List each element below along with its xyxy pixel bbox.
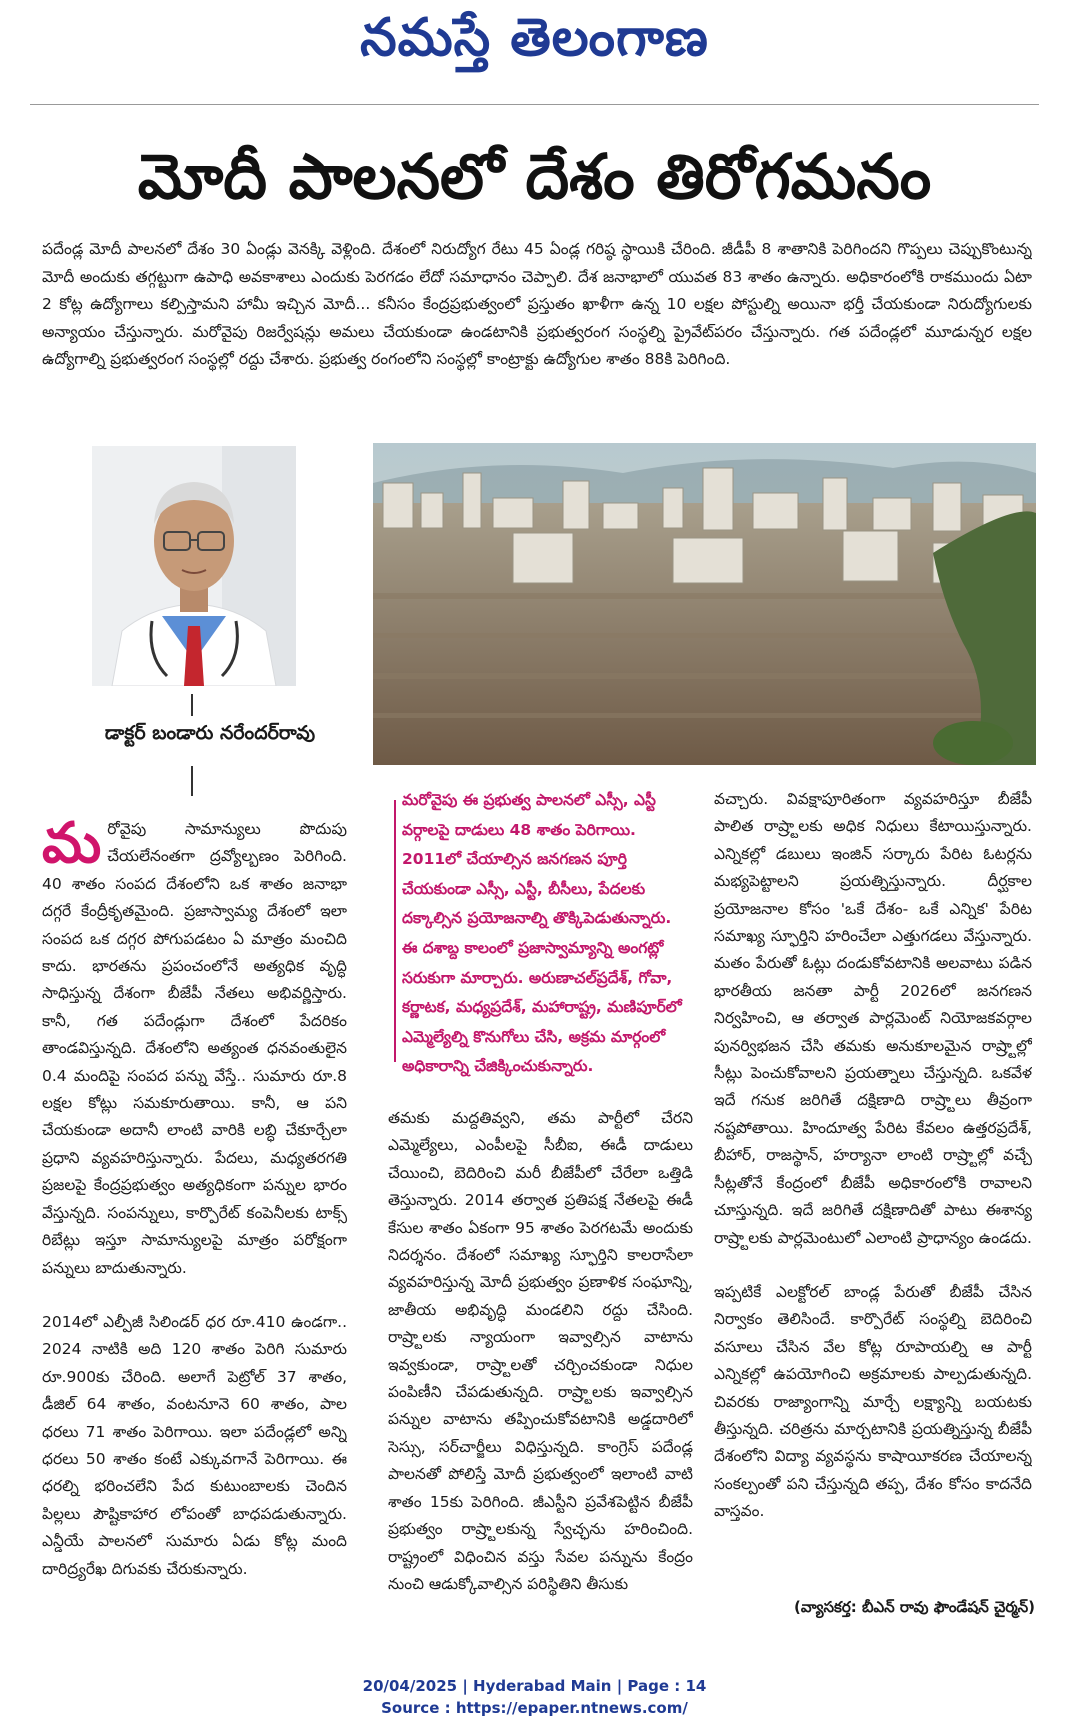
pullquote-rule (394, 800, 396, 1062)
column1-paragraph-1-text: రోవైపు సామాన్యులు పొదుపు చేయలేనంతగా ద్రవ్యోల్బణం పెరిగింది. 40 శాతం సంపద దేశంలోని ఒక శాతం జనాభా దగ్గరే కేంద్రీకృతమైంది. ప్రజాస్వామ్య దేశంలో ఇలా సంపద ఒక దగ్గర పోగుపడటం ఏ మాత్రం మంచిది కాదు. భారతను ప్రపంచంలోనే అత్యధిక వృద్ధి సాధిస్తున్న దేశంగా బీజేపీ నేతలు అభివర్ణిస్తారు. కానీ, గత పదేండ్లుగా దేశంలో పేదరికం తాండవిస్తున్నది. దేశంలోని అత్యంత ధనవంతులైన 0.4 మందిపై సంపద పన్ను వేస్తే.. సుమారు రూ.8 లక్షల కోట్లు సమకూరుతాయి. కానీ, ఆ పని చేయకుండా అదానీ లాంటి వారికి లబ్ధి చేకూర్చేలా ప్రధాని వ్యవహరిస్తున్నారు. పేదలు, మధ్యతరగతి ప్రజలపై కేంద్రప్రభుత్వం అత్యధికంగా పన్నుల భారం వేస్తున్నది. సంపన్నులు, కార్పొరేట్ కంపెనీలకు టాక్స్ రిబేట్లు ఇస్తూ సామాన్యులపై మాత్రం పరోక్షంగా పన్నులు బాదుతున్నారు. (42, 820, 347, 1277)
footer-edition-info: 20/04/2025 | Hyderabad Main | Page : 14 (362, 1677, 707, 1695)
column1-paragraph-2: 2014లో ఎల్పీజీ సిలిండర్ ధర రూ.410 ఉండగా.. 2024 నాటికి అది 120 శాతం పెరిగి సుమారు రూ.900కు చేరింది. అలాగే పెట్రోల్ 37 శాతం, డీజిల్ 64 శాతం, వంటనూనె 60 శాతం, పాల ధరలు 71 శాతం పెరిగాయి. ఇలా పదేండ్లలో అన్ని ధరలు 50 శాతం కంటే ఎక్కువగానే పెరిగాయి. ఈ ధరల్ని భరించలేని పేద కుటుంబాలకు చెందిన పిల్లలు పౌష్టికాహార లోపంతో బాధపడుతున్నారు. ఎన్డీయే పాలనలో సుమారు ఏడు కోట్ల మంది దారిద్ర్యరేఖ దిగువకు చేరుకున్నారు. (42, 1312, 347, 1578)
author-portrait (92, 446, 296, 686)
byline-divider-top (191, 694, 193, 716)
author-credit: (వ్యాసకర్త: బీఎన్ రావు ఫౌండేషన్ చైర్మన్) (794, 1598, 1035, 1616)
footer-source-link[interactable]: Source : https://epaper.ntnews.com/ (381, 1699, 688, 1717)
masthead-divider (30, 104, 1039, 105)
column1-paragraph-1 (42, 816, 347, 1282)
column3-paragraph-2: ఇప్పటికే ఎలక్టోరల్ బాండ్ల పేరుతో బీజేపీ చేసిన నిర్వాకం తెలిసిందే. కార్పొరేట్ సంస్థల్ని బెదిరించి వసూలు చేసిన వేల కోట్ల రూపాయల్ని ఆ పార్టీ ఎన్నికల్లో ఉపయోగించి అక్రమాలకు పాల్పడుతున్నది. చివరకు రాజ్యాంగాన్ని మార్చే లక్ష్యాన్ని బయటకు తీస్తున్నది. చరిత్రను మార్చటానికి ప్రయత్నిస్తున్న బీజేపీ దేశంలోని విద్యా వ్యవస్థను కాషాయీకరణ చేయాలన్న సంకల్పంతో పని చేస్తున్నది తప్ప, దేశం కోసం కాదనేది వాస్తవం. (714, 1282, 1032, 1521)
article-column-2 (388, 1105, 693, 1630)
article-intro: పదేండ్ల మోదీ పాలనలో దేశం 30 ఏండ్లు వెనక్కి వెళ్లింది. దేశంలో నిరుద్యోగ రేటు 45 ఏండ్ల గరిష్ఠ స్థాయికి చేరింది. జీడీపీ 8 శాతానికి పెరిగిందని గొప్పలు చెప్పుకొంటున్న మోదీ అందుకు తగ్గట్టుగా ఉపాధి అవకాశాలు ఎందుకు పెరగడం లేదో సమాధానం చెప్పాలి. దేశ జనాభాలో యువత 83 శాతం ఉన్నారు. అధికారంలోకి రాకముందు ఏటా 2 కోట్ల ఉద్యోగాలు కల్పిస్తామని హామీ ఇచ్చిన మోదీ... కనీసం కేంద్రప్రభుత్వంలో ప్రస్తుతం ఖాళీగా ఉన్న 10 లక్షల పోస్టుల్ని అయినా భర్తీ చేయకుండా నిరుద్యోగులకు అన్యాయం చేస్తున్నారు. మరోవైపు రిజర్వేషన్లు అమలు చేయకుండా ఉండటానికి ప్రభుత్వరంగ సంస్థల్ని ప్రైవేట్‌పరం చేస్తున్నారు. గత పదేండ్లలో మూడున్నర లక్షల ఉద్యోగాల్ని ప్రభుత్వరంగ సంస్థల్లో రద్దు చేశారు. ప్రభుత్వ రంగంలోని సంస్థల్లో కాంట్రాక్టు ఉద్యోగుల శాతం 88కి పెరిగింది. (42, 240, 1032, 368)
article-column-3 (714, 786, 1032, 1596)
article-headline: మోదీ పాలనలో దేశం తిరోగమనం (137, 140, 932, 213)
newspaper-masthead: నమస్తే తెలంగాణ (360, 8, 709, 68)
column2-paragraph-1: తమకు మద్దతివ్వని, తమ పార్టీలో చేరని ఎమ్మెల్యేలు, ఎంపీలపై సీబీఐ, ఈడీ దాడులు చేయించి, బెదిరించి మరీ బీజేపీలో చేరేలా ఒత్తిడి తెస్తున్నారు. 2014 తర్వాత ప్రతిపక్ష నేతలపై ఈడీ కేసుల శాతం ఏకంగా 95 శాతం పెరగటమే అందుకు నిదర్శనం. దేశంలో సమాఖ్య స్ఫూర్తిని కాలరాసేలా వ్యవహరిస్తున్న మోదీ ప్రభుత్వం ప్రణాళిక సంఘాన్ని, జాతీయ అభివృద్ధి మండలిని రద్దు చేసింది. రాష్ర్టాలకు న్యాయంగా ఇవ్వాల్సిన వాటాను ఇవ్వకుండా, రాష్ర్టాలతో చర్చించకుండా నిధుల పంపిణీని చేపడుతున్నది. రాష్ర్టాలకు ఇవ్వాల్సిన పన్నుల వాటాను తప్పించుకోవటానికి అడ్డదారిలో సెస్సు, సర్‌చార్జీలు విధిస్తున్నది. కాంగ్రెస్ పదేండ్ల పాలనతో పోలిస్తే మోదీ ప్రభుత్వంలో ఇలాంటి వాటి శాతం 15కు పెరిగింది. జీఎస్టీని ప్రవేశపెట్టిన బీజేపీ ప్రభుత్వం రాష్ర్టాలకున్న స్వేచ్ఛను హరించింది. రాష్ట్రంలో విధించిన వస్తు సేవల పన్నును కేంద్రం నుంచి ఆడుక్కోవాల్సిన పరిస్థితిని తీసుకు (388, 1109, 693, 1593)
pull-quote: మరోవైపు ఈ ప్రభుత్వ పాలనలో ఎస్సీ, ఎస్టీ వర్గాలపై దాడులు 48 శాతం పెరిగాయి. 2011లో చేయాల్సిన జనగణన పూర్తి చేయకుండా ఎస్సీ, ఎస్టీ, బీసీలు, పేదలకు దక్కాల్సిన ప్రయోజనాల్ని తొక్కిపెడుతున్నారు. ఈ దశాబ్ద కాలంలో ప్రజాస్వామ్యాన్ని అంగట్లో సరుకుగా మార్చారు. అరుణాచల్‌ప్రదేశ్, గోవా, కర్ణాటక, మధ్యప్రదేశ్, మహారాష్ట్ర, మణిపూర్‌లో ఎమ్మెల్యేల్ని కొనుగోలు చేసి, అక్రమ మార్గంలో అధికారాన్ని చేజిక్కించుకున్నారు. (402, 791, 682, 1076)
article-photo-slum-cityscape (373, 443, 1036, 765)
column3-paragraph-1: వచ్చారు. వివక్షాపూరితంగా వ్యవహరిస్తూ బీజేపీ పాలిత రాష్ర్టాలకు అధిక నిధులు కేటాయిస్తున్నారు. ఎన్నికల్లో డబులు ఇంజిన్ సర్కారు పేరిట ఓటర్లను మభ్యపెట్టాలని ప్రయత్నిస్తున్నారు. దీర్ఘకాల ప్రయోజనాల కోసం 'ఒకే దేశం- ఒకే ఎన్నిక' పేరిట సమాఖ్య స్ఫూర్తిని హరించేలా ఎత్తుగడలు వేస్తున్నారు. మతం పేరుతో ఓట్లు దండుకోవటానికి అలవాటు పడిన భారతీయ జనతా పార్టీ 2026లో జనగణన నిర్వహించి, ఆ తర్వాత పార్లమెంట్ నియోజకవర్గాల పునర్విభజన చేసి తమకు అనుకూలమైన రాష్ర్టాల్లో సీట్లు పెంచుకోవాలని ప్రయత్నాలు చేస్తున్నది. ఒకవేళ ఇదే గనుక జరిగితే దక్షిణాది రాష్ర్టాలు తీవ్రంగా నష్టపోతాయి. హిందూత్వ పేరిట కేవలం ఉత్తరప్రదేశ్, బీహార్, రాజస్థాన్, హర్యానా లాంటి రాష్ర్టాల్లో వచ్చే సీట్లతోనే కేంద్రంలో బీజేపీ అధికారంలోకి రావాలని చూస్తున్నది. ఇదే జరిగితే దక్షిణాదితో పాటు ఈశాన్య రాష్ర్టాలకు పార్లమెంటులో ఎలాంటి ప్రాధాన్యం ఉండదు. (714, 790, 1032, 1247)
byline-divider-bottom (191, 766, 193, 796)
article-column-1 (42, 816, 347, 1633)
author-byline: డాక్టర్ బండారు నరేందర్‌రావు (104, 722, 316, 744)
page-footer (0, 1675, 1069, 1719)
drop-cap: మ (42, 816, 102, 876)
